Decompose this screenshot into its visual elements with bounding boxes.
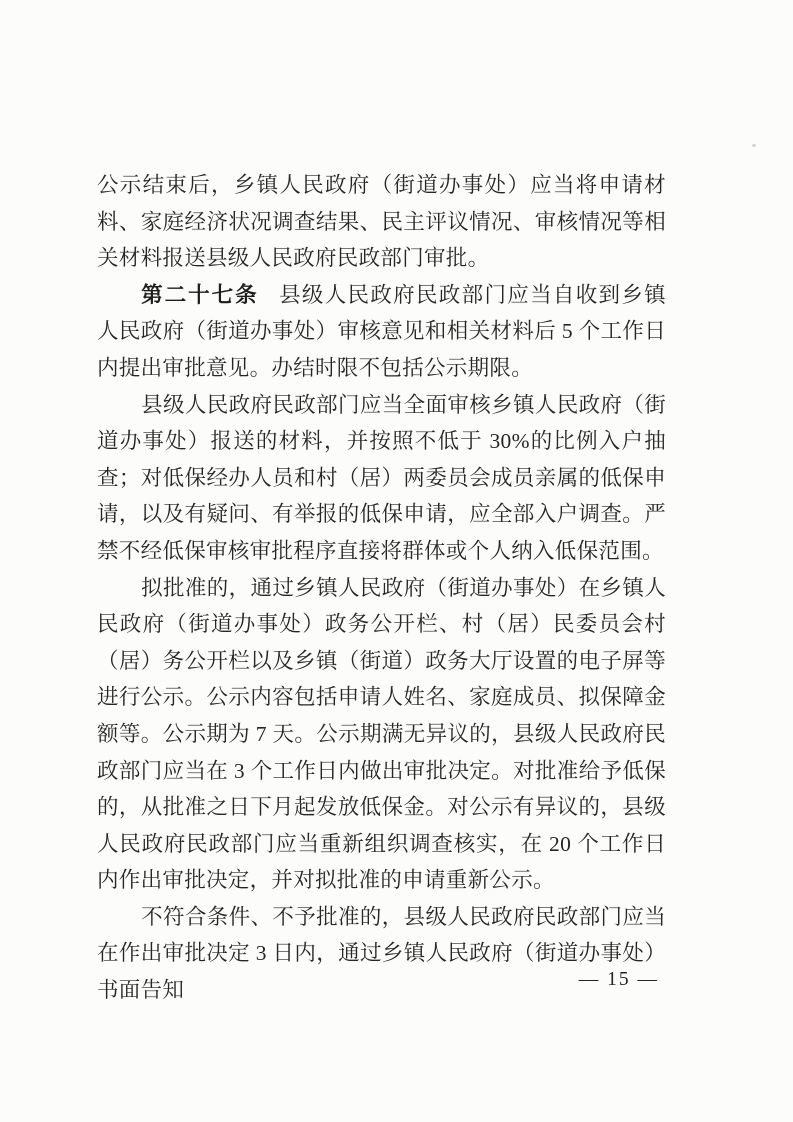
paragraph-text: 拟批准的，通过乡镇人民政府（街道办事处）在乡镇人民政府（街道办事处）政务公开栏、村（居）民委员会村（居）务公开栏以及乡镇（街道）政务大厅设置的电子屏等进行公示。公示内容包括申请人姓名、家庭成员、拟保障金额等。公示期为 7 天。公示期满无异议的，县级人民政府民政部门应当在 3 个工作日内做出审批决定。对批准给予低保的，从批准之日下月起发放低保金。对公示有异议的，县级人民政府民政部门应当重新组织调查核实，在 20 个工作日内作出审批决定，并对拟批准的申请重新公示。 (97, 575, 666, 893)
paragraph-article-27 (97, 277, 666, 387)
paragraph-text: 公示结束后，乡镇人民政府（街道办事处）应当将申请材料、家庭经济状况调查结果、民主评议情况、审核情况等相关材料报送县级人民政府民政部门审批。 (97, 173, 666, 271)
paragraph-text: 县级人民政府民政部门应当全面审核乡镇人民政府（街道办事处）报送的材料，并按照不低于 30%的比例入户抽查；对低保经办人员和村（居）两委员会成员亲属的低保申请，以及有疑问、有举报的低保申请，应全部入户调查。严禁不经低保审核审批程序直接将群体或个人纳入低保范围。 (97, 392, 666, 563)
article-heading: 第二十七条 (141, 282, 259, 307)
paragraph-rejection-notice (97, 899, 666, 1009)
scan-speckle-artifact (752, 144, 756, 147)
paragraph-text: 不符合条件、不予批准的，县级人民政府民政部门应当在作出审批决定 3 日内，通过乡镇人民政府（街道办事处）书面告知 (97, 904, 666, 1003)
page-number: — 15 — (578, 969, 659, 990)
document-body (97, 167, 666, 1009)
paragraph-review-requirements (97, 387, 666, 570)
paragraph-approval-publicity (97, 570, 666, 899)
paragraph-text: 县级人民政府民政部门应当自收到乡镇人民政府（街道办事处）审核意见和相关材料后 5 个工作日内提出审批意见。办结时限不包括公示期限。 (97, 282, 666, 380)
paragraph-continuation (97, 167, 666, 277)
